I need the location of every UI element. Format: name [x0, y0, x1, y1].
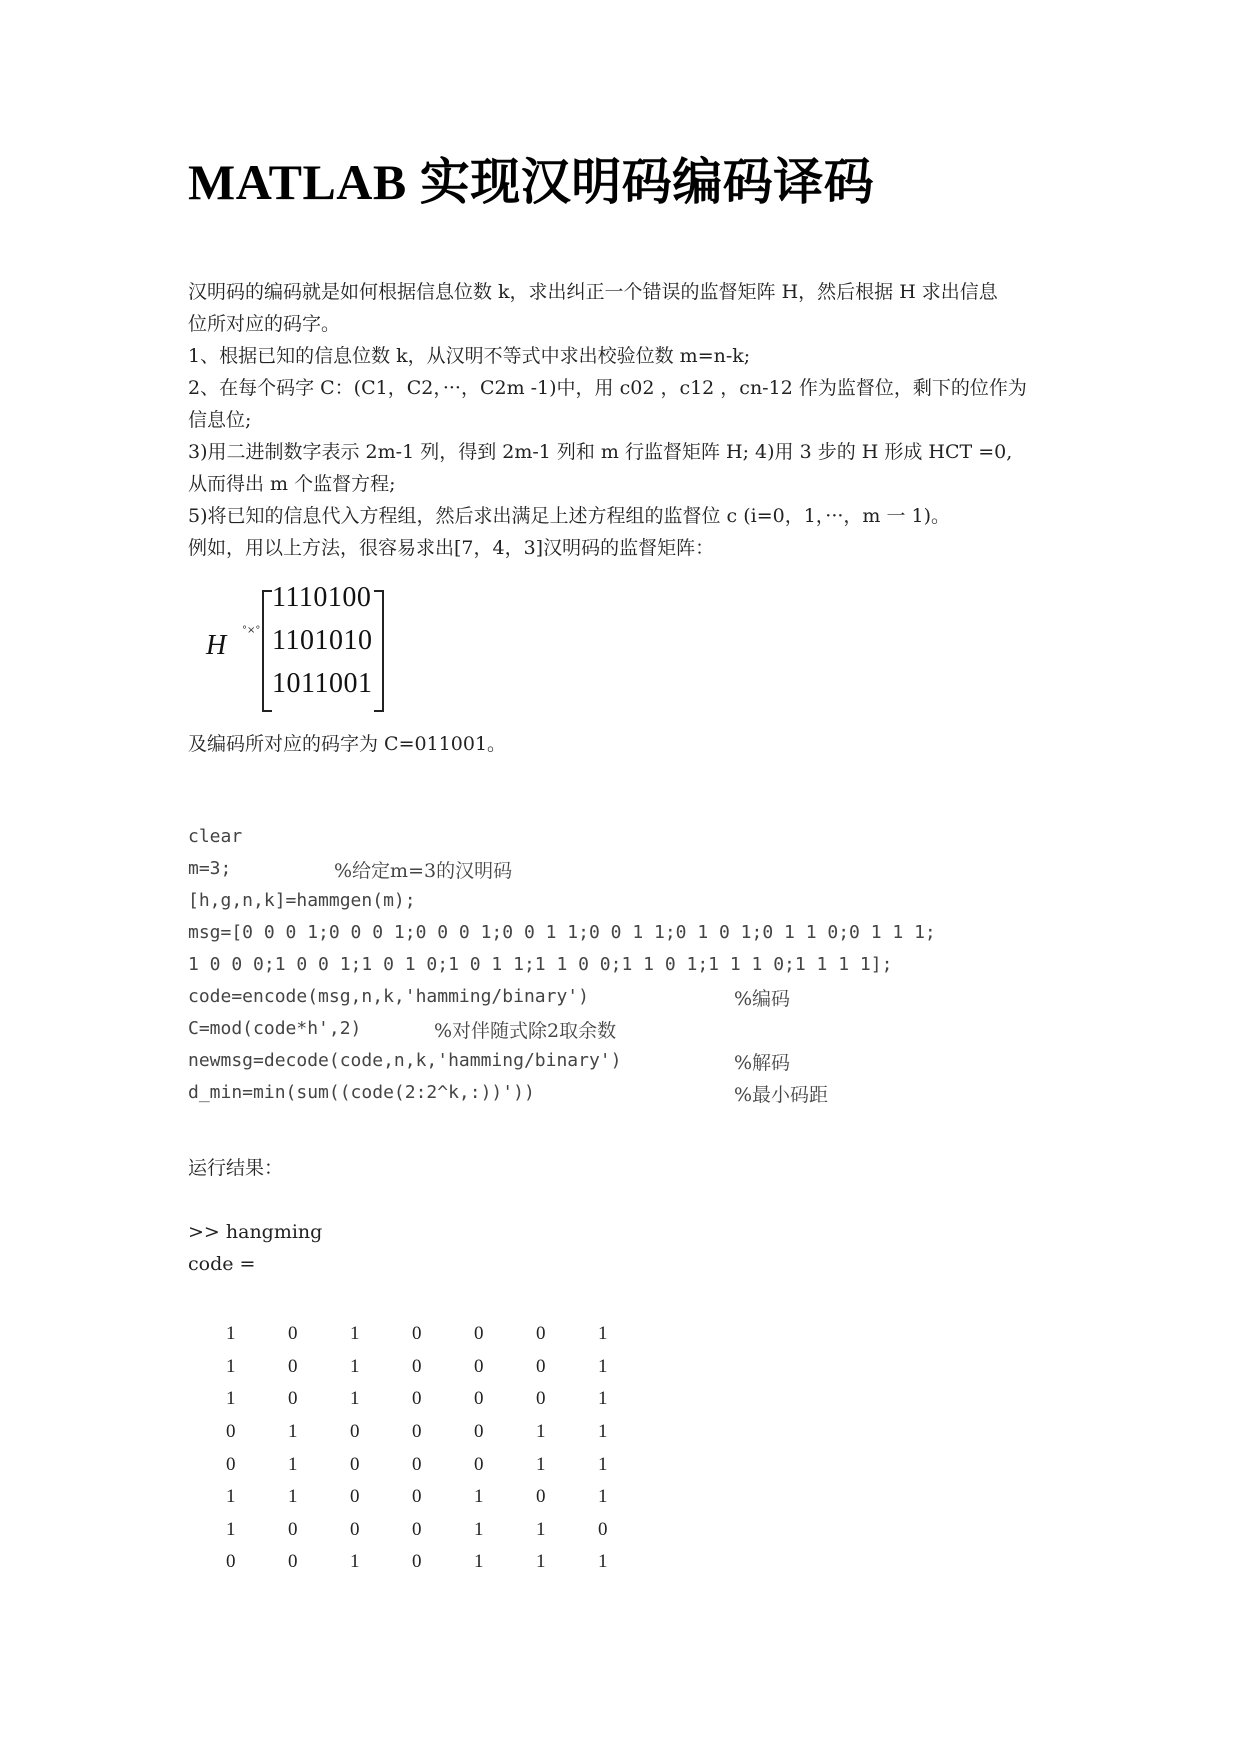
table-cell: 0 — [226, 1453, 236, 1475]
code-line: clear — [188, 826, 243, 847]
table-cell: 0 — [474, 1323, 484, 1345]
table-cell: 1 — [474, 1551, 484, 1573]
table-cell: 1 — [226, 1388, 236, 1410]
example-line: 例如，用以上方法，很容易求出[7，4，3]汉明码的监督矩阵： — [188, 537, 715, 559]
table-cell: 0 — [536, 1355, 546, 1377]
command-line: >> hangming — [188, 1221, 323, 1243]
table-cell: 0 — [288, 1355, 298, 1377]
table-cell: 0 — [536, 1486, 546, 1508]
table-cell: 0 — [474, 1388, 484, 1410]
table-cell: 1 — [350, 1355, 360, 1377]
table-cell: 1 — [288, 1453, 298, 1475]
result-label: 运行结果： — [188, 1157, 284, 1179]
table-cell: 0 — [412, 1453, 422, 1475]
table-row — [226, 1416, 660, 1449]
codeword-line: 及编码所对应的码字为 C=011001。 — [188, 733, 507, 755]
step-3-line-1: 3)用二进制数字表示 2m-1 列，得到 2m-1 列和 m 行监督矩阵 H; 4)用 3 步的 H 形成 HCT =0, — [188, 441, 1013, 463]
matrix-row: 1110100 — [272, 582, 372, 613]
table-cell: 1 — [288, 1486, 298, 1508]
table-cell: 0 — [226, 1421, 236, 1443]
table-cell: 0 — [598, 1518, 608, 1540]
table-row — [226, 1383, 660, 1416]
table-cell: 0 — [412, 1421, 422, 1443]
table-cell: 0 — [474, 1421, 484, 1443]
table-cell: 0 — [350, 1518, 360, 1540]
step-2-line-2: 信息位; — [188, 409, 252, 431]
code-line: newmsg=decode(code,n,k,'hamming/binary') — [188, 1050, 622, 1071]
table-row — [226, 1318, 660, 1351]
table-cell: 0 — [536, 1323, 546, 1345]
table-cell: 0 — [412, 1388, 422, 1410]
table-cell: 1 — [474, 1486, 484, 1508]
table-cell: 1 — [598, 1323, 608, 1345]
matrix-label: H — [206, 630, 227, 661]
intro-line-2: 位所对应的码字。 — [188, 313, 341, 335]
table-cell: 1 — [598, 1486, 608, 1508]
page-title: MATLAB 实现汉明码编码译码 — [188, 154, 875, 210]
table-cell: 0 — [350, 1421, 360, 1443]
table-cell: 1 — [350, 1388, 360, 1410]
code-comment: %编码 — [734, 988, 791, 1010]
table-cell: 1 — [226, 1486, 236, 1508]
code-line: 1 0 0 0;1 0 0 1;1 0 1 0;1 0 1 1;1 1 0 0;1 1 0 1;1 1 1 0;1 1 1 1]; — [188, 954, 893, 975]
code-comment: %给定m=3的汉明码 — [334, 860, 513, 882]
table-cell: 1 — [598, 1453, 608, 1475]
code-line: msg=[0 0 0 1;0 0 0 1;0 0 0 1;0 0 1 1;0 0 1 1;0 1 0 1;0 1 1 0;0 1 1 1; — [188, 922, 936, 943]
table-cell: 0 — [288, 1518, 298, 1540]
table-row — [226, 1351, 660, 1384]
table-cell: 0 — [474, 1355, 484, 1377]
table-row — [226, 1514, 660, 1547]
table-cell: 1 — [536, 1421, 546, 1443]
table-cell: 1 — [598, 1551, 608, 1573]
code-comment: %解码 — [734, 1052, 791, 1074]
code-comment: %对伴随式除2取余数 — [434, 1020, 617, 1042]
matrix-equals-symbol: °×° — [242, 625, 261, 636]
table-row — [226, 1481, 660, 1514]
matrix-row: 1101010 — [272, 625, 373, 656]
table-cell: 1 — [226, 1323, 236, 1345]
code-line: m=3; — [188, 858, 232, 879]
code-line: code=encode(msg,n,k,'hamming/binary') — [188, 986, 589, 1007]
table-cell: 0 — [412, 1323, 422, 1345]
table-cell: 1 — [226, 1518, 236, 1540]
table-cell: 1 — [350, 1551, 360, 1573]
table-cell: 0 — [288, 1551, 298, 1573]
table-cell: 1 — [598, 1388, 608, 1410]
table-cell: 1 — [350, 1323, 360, 1345]
table-row — [226, 1546, 660, 1579]
table-cell: 0 — [412, 1486, 422, 1508]
table-cell: 0 — [350, 1453, 360, 1475]
matrix-row: 1011001 — [272, 668, 373, 699]
table-cell: 0 — [536, 1388, 546, 1410]
table-cell: 0 — [288, 1388, 298, 1410]
code-line: C=mod(code*h',2) — [188, 1018, 362, 1039]
table-cell: 0 — [474, 1453, 484, 1475]
step-5: 5)将已知的信息代入方程组，然后求出满足上述方程组的监督位 c (i=0，1，···，m 一 1)。 — [188, 505, 951, 527]
matrix-left-bracket — [262, 590, 272, 712]
table-cell: 1 — [288, 1421, 298, 1443]
table-cell: 1 — [536, 1518, 546, 1540]
code-line: d_min=min(sum((code(2:2^k,:))')) — [188, 1082, 535, 1103]
step-2-line-1: 2、在每个码字 C：(C1，C2，···，C2m -1)中，用 c02 ，c12 ，cn-12 作为监督位，剩下的位作为 — [188, 377, 1027, 399]
table-cell: 1 — [598, 1421, 608, 1443]
check-matrix — [206, 582, 406, 714]
step-1: 1、根据已知的信息位数 k，从汉明不等式中求出校验位数 m=n-k; — [188, 345, 751, 367]
table-cell: 0 — [226, 1551, 236, 1573]
table-cell: 0 — [412, 1551, 422, 1573]
code-line: [h,g,n,k]=hammgen(m); — [188, 890, 416, 911]
table-cell: 0 — [412, 1355, 422, 1377]
table-cell: 0 — [350, 1486, 360, 1508]
table-cell: 1 — [226, 1355, 236, 1377]
result-matrix — [226, 1318, 660, 1579]
table-cell: 1 — [536, 1551, 546, 1573]
table-row — [226, 1448, 660, 1481]
table-cell: 0 — [412, 1518, 422, 1540]
intro-line-1: 汉明码的编码就是如何根据信息位数 k，求出纠正一个错误的监督矩阵 H，然后根据 H 求出信息 — [188, 281, 998, 303]
table-cell: 1 — [474, 1518, 484, 1540]
variable-label: code = — [188, 1253, 256, 1275]
matrix-right-bracket — [374, 590, 384, 712]
step-3-line-2: 从而得出 m 个监督方程; — [188, 473, 396, 495]
table-cell: 0 — [288, 1323, 298, 1345]
code-comment: %最小码距 — [734, 1084, 829, 1106]
table-cell: 1 — [598, 1355, 608, 1377]
table-cell: 1 — [536, 1453, 546, 1475]
